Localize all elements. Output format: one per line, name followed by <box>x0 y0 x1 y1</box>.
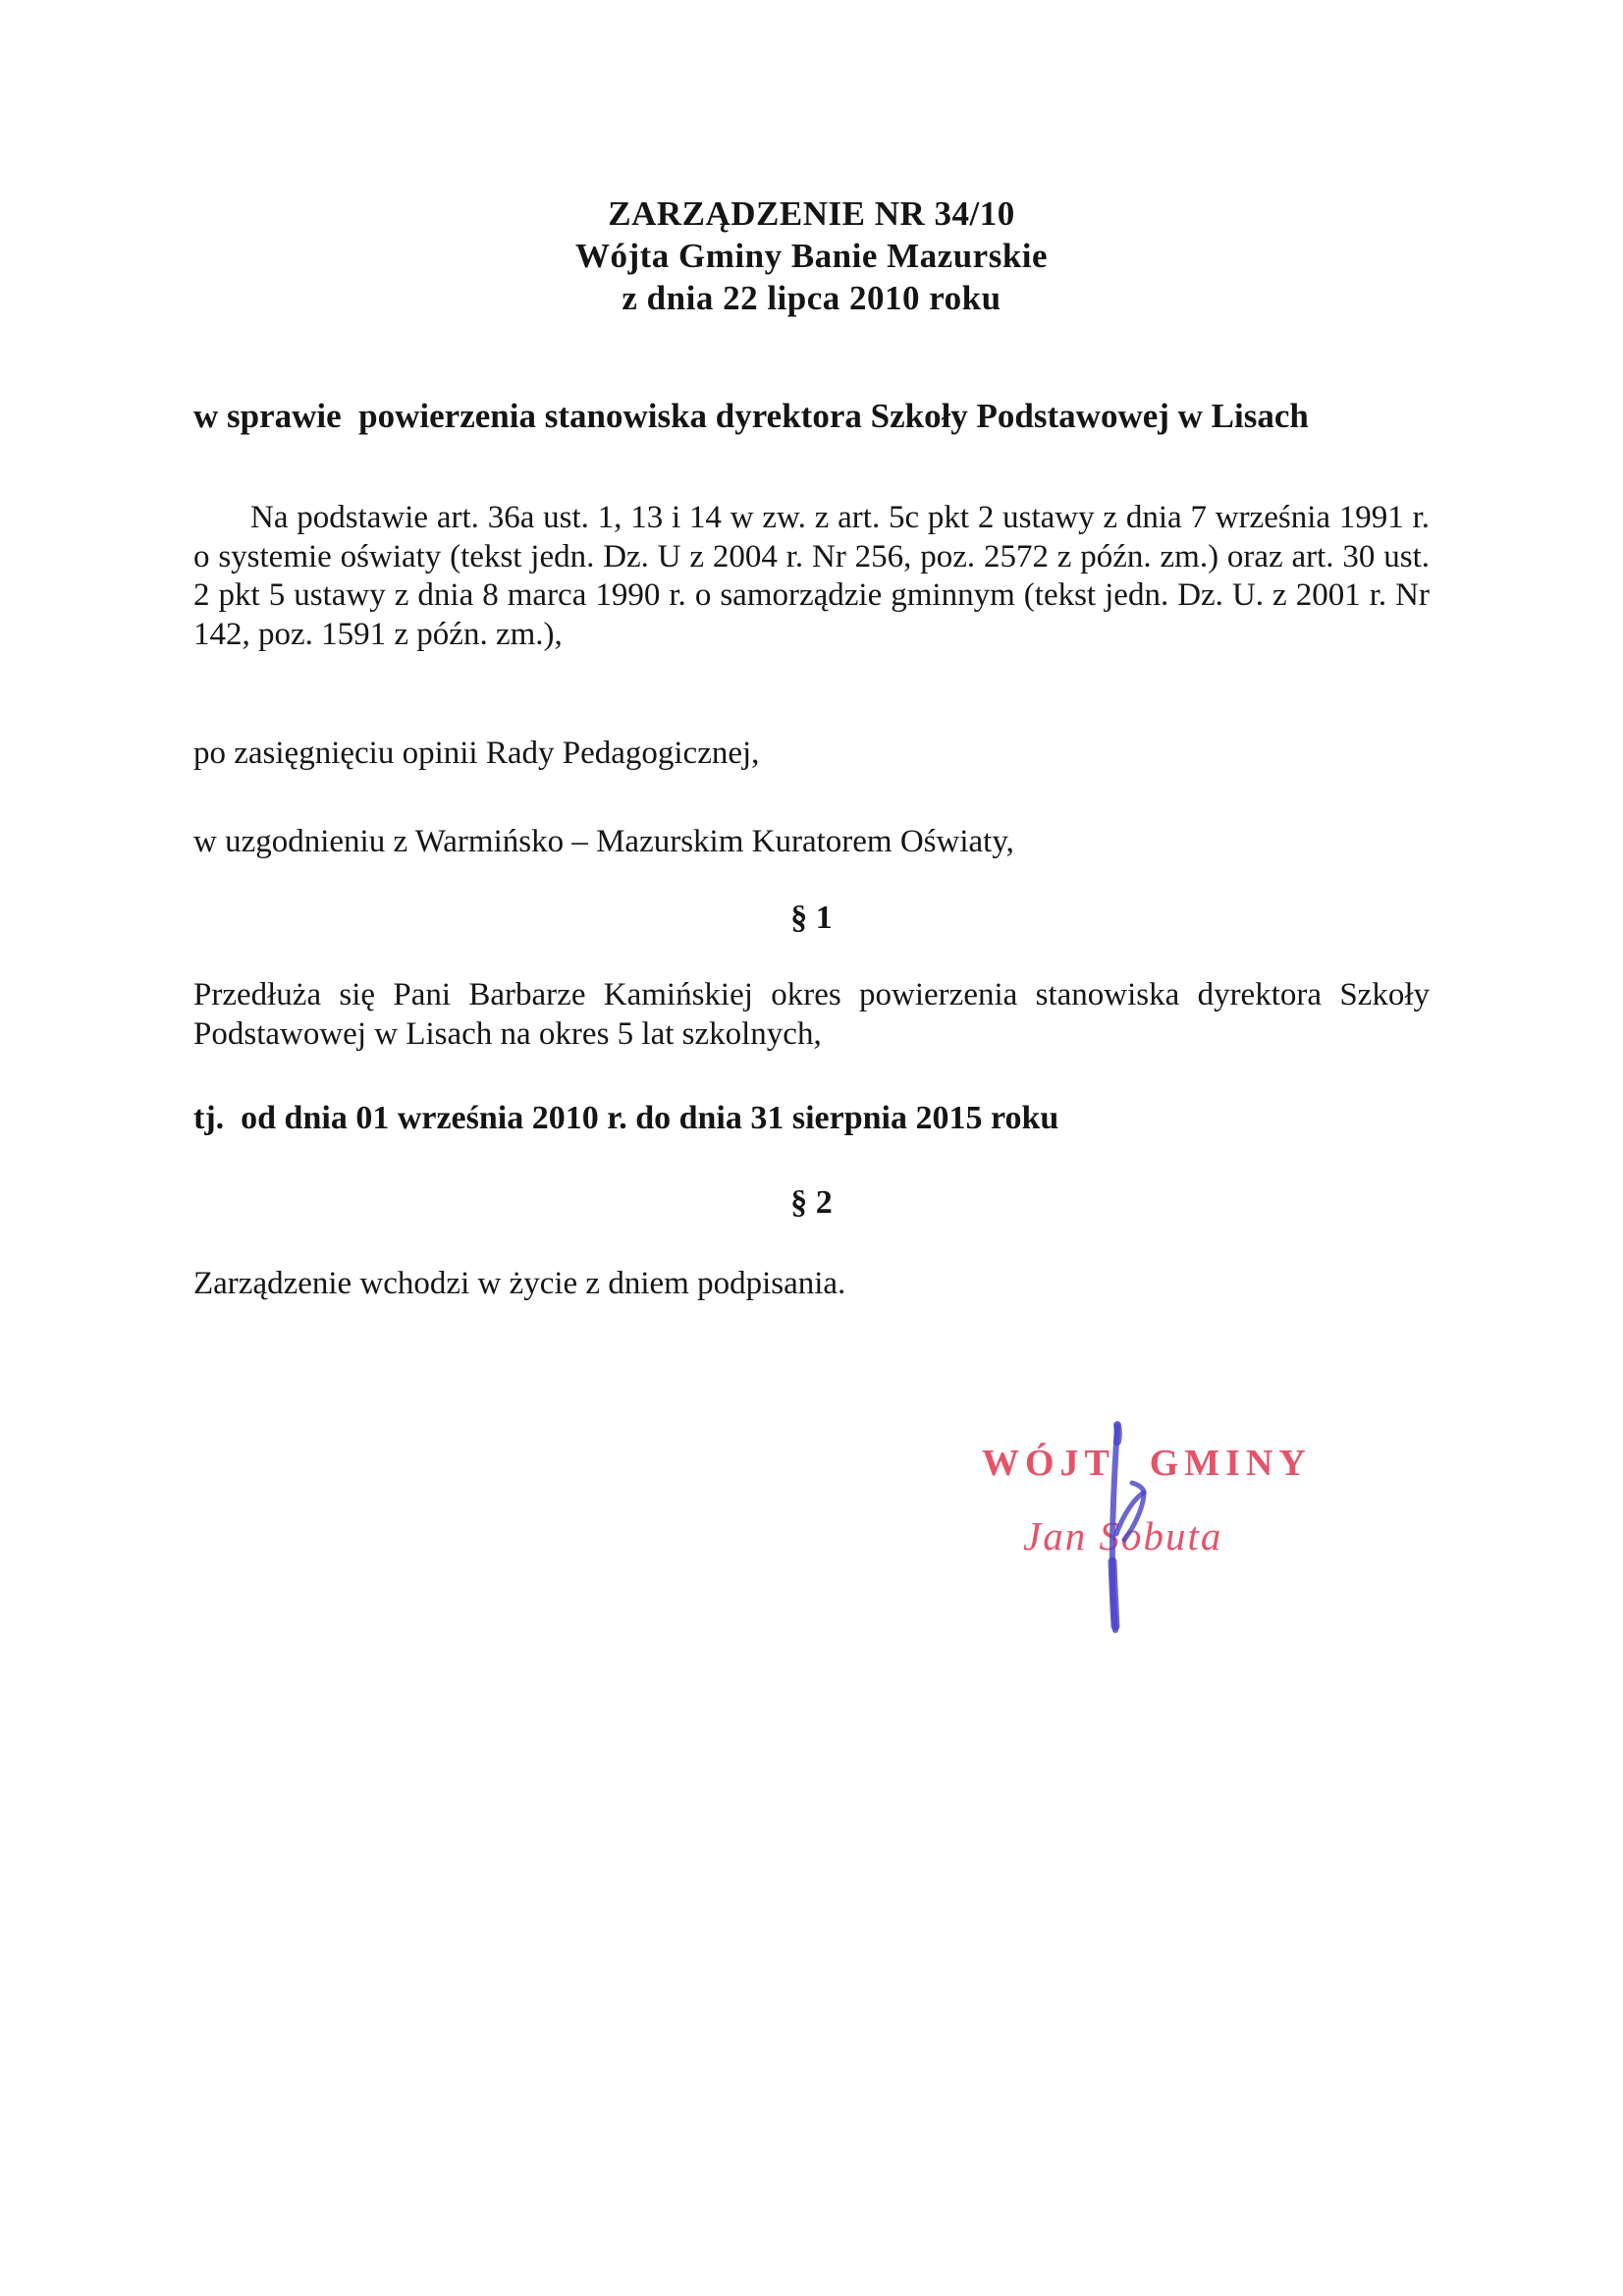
legal-basis-paragraph: Na podstawie art. 36a ust. 1, 13 i 14 w zw. z art. 5c pkt 2 ustawy z dnia 7 września 1991 r. o systemie oświaty (tekst jedn. Dz. U z 2004 r. Nr 256, poz. 2572 z późn. zm.) oraz art. 30 ust. 2 pkt 5 ustawy z dnia 8 marca 1990 r. o samorządzie gminnym (tekst jedn. Dz. U. z 2001 r. Nr 142, poz. 1591 z późn. zm.), <box>193 500 1430 652</box>
document-subject: w sprawie powierzenia stanowiska dyrektora Szkoły Podstawowej w Lisach <box>193 397 1309 435</box>
opinion-line: po zasięgnięciu opinii Rady Pedagogicznej, <box>193 736 760 771</box>
section-2-heading: § 2 <box>790 1184 833 1221</box>
stamp-signer-name: Jan Sobuta <box>1023 1513 1223 1558</box>
agreement-line: w uzgodnieniu z Warmińsko – Mazurskim Kuratorem Oświaty, <box>193 824 1014 859</box>
document-title-block <box>0 192 1623 319</box>
section-1-body: Przedłuża się Pani Barbarze Kamińskiej okres powierzenia stanowiska dyrektora Szkoły Podstawowej w Lisach na okres 5 lat szkolnych, <box>193 977 1430 1052</box>
document-date: z dnia 22 lipca 2010 roku <box>622 279 1001 317</box>
pen-stroke-taper <box>1112 1561 1115 1626</box>
document-issuer: Wójta Gminy Banie Mazurskie <box>574 237 1049 275</box>
section-2-body: Zarządzenie wchodzi w życie z dniem podpisania. <box>193 1266 846 1301</box>
section-1-heading: § 1 <box>790 900 833 936</box>
stamp-title-text: WÓJT GMINY <box>982 1443 1312 1484</box>
document-title: ZARZĄDZENIE NR 34/10 <box>608 194 1015 233</box>
section-1-period-line: tj. od dnia 01 września 2010 r. do dnia 31 sierpnia 2015 roku <box>193 1100 1059 1136</box>
pen-signature <box>1075 1414 1183 1650</box>
pen-stroke-top <box>1117 1425 1118 1442</box>
